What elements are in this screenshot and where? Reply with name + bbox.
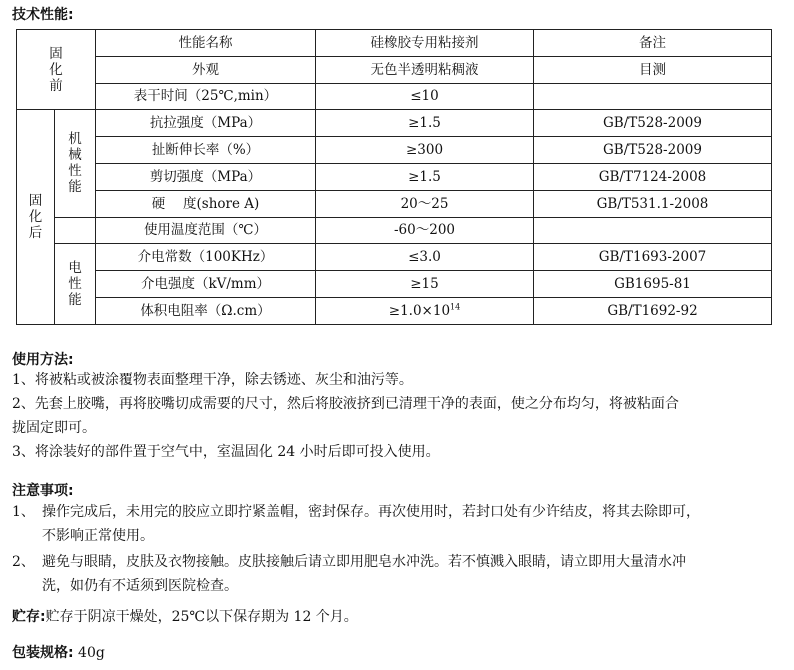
before-cure-char: 化: [49, 61, 63, 78]
property-note: [534, 83, 772, 110]
property-value: ≥1.5: [316, 110, 534, 137]
before-cure-char: 固: [49, 45, 63, 62]
usage-item: 3、将涂装好的部件置于空气中，室温固化 24 小时后即可投入使用。: [12, 444, 440, 460]
mechanical-char: 性: [68, 163, 82, 180]
header-note: 备注: [534, 30, 772, 57]
note-number: 1、: [12, 504, 35, 520]
property-name: 使用温度范围（℃）: [96, 217, 316, 244]
storage-text: 贮存于阴凉干燥处，25℃以下保存期为 12 个月。: [45, 609, 358, 625]
mechanical-char: 械: [68, 147, 82, 164]
packing-line: [12, 641, 782, 665]
property-value: ≥1.5: [316, 163, 534, 190]
after-cure-char: 化: [28, 209, 43, 226]
electrical-cell: [55, 244, 96, 324]
property-value: -60～200: [316, 217, 534, 244]
mechanical-char: 能: [68, 179, 82, 196]
property-value: 20～25: [316, 190, 534, 217]
property-name: 硬 度(shore A): [96, 190, 316, 217]
table-row: [17, 217, 772, 244]
property-note: GB/T1692-92: [534, 297, 772, 324]
usage-heading: 使用方法:: [12, 352, 74, 368]
header-name: 性能名称: [96, 30, 316, 57]
usage-item: 拢固定即可。: [12, 420, 96, 436]
property-note: GB/T7124-2008: [534, 163, 772, 190]
usage-item: 1、将被粘或被涂覆物表面整理干净，除去锈迹、灰尘和油污等。: [12, 372, 413, 388]
usage-item: 2、先套上胶嘴，再将胶嘴切成需要的尺寸，然后将胶液挤到已清理干净的表面，使之分布均匀，将被粘面合: [12, 396, 679, 412]
property-value: [316, 297, 534, 324]
note-number: 2、: [12, 554, 35, 570]
usage-list: [12, 368, 782, 464]
property-name: 抗拉强度（MPa）: [96, 110, 316, 137]
after-cure-cell: [17, 110, 55, 324]
table-row: [17, 83, 772, 110]
empty-group-cell: [55, 217, 96, 244]
before-cure-cell: [17, 30, 96, 110]
property-name: 介电常数（100KHz）: [96, 244, 316, 271]
note-line: 不影响正常使用。: [42, 528, 154, 544]
before-cure-char: 前: [49, 77, 63, 94]
property-name: 体积电阻率（Ω.cm）: [96, 297, 316, 324]
table-row: [17, 190, 772, 217]
property-note: GB1695-81: [534, 271, 772, 298]
note-item: [12, 500, 782, 548]
electrical-char: 电: [68, 260, 82, 277]
header-product: 硅橡胶专用粘接剂: [316, 30, 534, 57]
note-item: [12, 550, 782, 598]
electrical-char: 能: [68, 292, 82, 309]
property-value: ≥300: [316, 137, 534, 164]
property-note: 目测: [534, 56, 772, 83]
table-row: [17, 297, 772, 324]
table-row: [17, 110, 772, 137]
property-note: GB/T528-2009: [534, 110, 772, 137]
table-row: [17, 137, 772, 164]
property-note: [534, 217, 772, 244]
packing-label: 包装规格:: [12, 645, 74, 661]
note-line: 操作完成后，未用完的胶应立即拧紧盖帽，密封保存。再次使用时，若封口处有少许结皮，将其去除即可，: [42, 504, 700, 520]
table-row: [17, 30, 772, 57]
resistivity-exponent: 14: [450, 302, 461, 312]
property-note: GB/T531.1-2008: [534, 190, 772, 217]
property-note: GB/T1693-2007: [534, 244, 772, 271]
note-line: 洗，如仍有不适须到医院检查。: [42, 578, 238, 594]
storage-line: [12, 605, 782, 629]
notes-heading: 注意事项:: [12, 483, 74, 499]
notes-list: [12, 500, 782, 598]
mechanical-char: 机: [68, 131, 82, 148]
property-value: ≤3.0: [316, 244, 534, 271]
resistivity-base: ≥1.0×10: [388, 302, 451, 319]
after-cure-char: 后: [28, 225, 43, 242]
property-name: 剪切强度（MPa）: [96, 163, 316, 190]
after-cure-char: 固: [28, 193, 43, 210]
property-value: ≥15: [316, 271, 534, 298]
property-name: 外观: [96, 56, 316, 83]
storage-label: 贮存:: [12, 609, 46, 625]
packing-text: 40g: [73, 645, 105, 661]
spec-heading: 技术性能:: [12, 7, 74, 23]
property-note: GB/T528-2009: [534, 137, 772, 164]
electrical-char: 性: [68, 276, 82, 293]
note-line: 避免与眼睛，皮肤及衣物接触。皮肤接触后请立即用肥皂水冲洗。若不慎溅入眼睛，请立即用大量清水冲: [42, 554, 686, 570]
property-name: 表干时间（25℃,min）: [96, 83, 316, 110]
property-value: ≤10: [316, 83, 534, 110]
mechanical-cell: [55, 110, 96, 217]
property-value: 无色半透明粘稠液: [316, 56, 534, 83]
property-name: 扯断伸长率（%）: [96, 137, 316, 164]
property-name: 介电强度（kV/mm）: [96, 271, 316, 298]
table-row: [17, 163, 772, 190]
table-row: [17, 244, 772, 271]
table-row: [17, 56, 772, 83]
spec-table: [16, 29, 772, 325]
table-row: [17, 271, 772, 298]
